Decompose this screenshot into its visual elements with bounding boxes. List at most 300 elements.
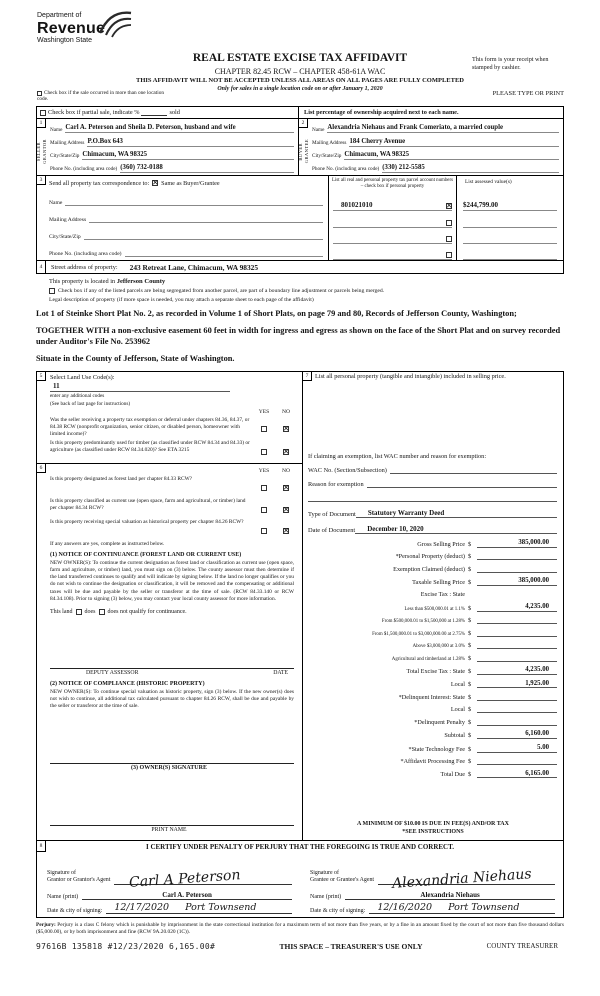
assessed-1-field[interactable]: $244,799.00 bbox=[463, 201, 498, 210]
grantor-sig-label-line1: Signature of bbox=[47, 869, 76, 876]
partial-sale-cell bbox=[37, 107, 299, 118]
buyer-mailing-label: Mailing Address bbox=[312, 139, 347, 146]
form-chapter: CHAPTER 82.45 RCW – CHAPTER 458-61A WAC bbox=[214, 66, 386, 76]
delinquent-interest-row bbox=[303, 693, 557, 701]
buyer-phone-field[interactable]: (330) 212-5585 bbox=[382, 164, 559, 173]
print-name-label: PRINT NAME bbox=[151, 826, 187, 833]
legal-description-label: Legal description of property (if more space is needed, you may attach a separate sheet to each page of the affidavit) bbox=[49, 297, 314, 303]
corr-name-row bbox=[49, 189, 323, 206]
affidavit-form bbox=[36, 106, 564, 951]
doc-date-label: Date of Document bbox=[308, 527, 356, 535]
s6-q1-yes-checkbox[interactable] bbox=[261, 485, 267, 491]
s6-q2-no-checkbox[interactable] bbox=[283, 507, 289, 513]
s6-q3-yes-checkbox[interactable] bbox=[261, 528, 267, 534]
section-4-number: 4 bbox=[37, 261, 46, 273]
rate-4-field[interactable] bbox=[477, 641, 557, 649]
reason-row bbox=[308, 480, 557, 488]
s5-yes-no-header bbox=[50, 409, 297, 415]
section-8-number: 8 bbox=[37, 841, 46, 852]
rate-4-row bbox=[303, 641, 557, 649]
grantor-signature-field[interactable] bbox=[114, 855, 292, 891]
seller-grantor-rail bbox=[37, 130, 46, 173]
rate-1-label: Less than $500,000.01 at 1.1% bbox=[404, 606, 465, 612]
grantee-signature-label bbox=[310, 870, 374, 885]
s5-q1-text: Was the seller receiving a property tax exemption or deferral under chapters 84.36, 84.37, or 84.38 RCW (nonprofit organization, senior citizen, or disabled person, homeowner with limited income)? bbox=[50, 417, 250, 437]
gross-price-label: Gross Selling Price bbox=[417, 540, 465, 548]
dollar-sign: $ bbox=[468, 604, 472, 612]
parcel-2-personal-checkbox[interactable] bbox=[446, 220, 452, 226]
parcel-numbers-cell bbox=[329, 176, 457, 260]
rate-2-row bbox=[303, 616, 557, 624]
located-label: This property is located in bbox=[49, 278, 116, 285]
designation-section bbox=[37, 463, 302, 840]
located-row bbox=[49, 278, 564, 285]
buyer-csz-label: City/State/Zip bbox=[312, 153, 342, 160]
dollar-sign: $ bbox=[468, 771, 472, 779]
grantee-signature-field[interactable] bbox=[378, 855, 555, 892]
grantee-sig-label-line1: Signature of bbox=[310, 869, 339, 876]
affidavit-fee-label: *Affidavit Processing Fee bbox=[400, 758, 465, 766]
rate-5-label: Agricultural and timberland at 1.28% bbox=[391, 656, 465, 662]
seller-csz-row bbox=[50, 147, 294, 160]
delinquent-interest-label: *Delinquent Interest: State bbox=[398, 693, 465, 701]
seller-phone-label: Phone No. (including area code) bbox=[50, 166, 118, 173]
grantee-signature-row bbox=[310, 855, 555, 892]
parcel-row-2 bbox=[333, 211, 452, 227]
grantee-city-handwritten: Port Townsend bbox=[448, 902, 520, 914]
tax-correspondence-section bbox=[36, 175, 564, 261]
receipt-note: This form is your receipt when stamped by cashier. bbox=[472, 56, 549, 72]
rate-1-field[interactable]: 4,235.00 bbox=[477, 603, 557, 612]
corr-mailing-field[interactable] bbox=[89, 215, 323, 223]
delinquent-local-row bbox=[303, 705, 557, 713]
rate-5-field[interactable] bbox=[477, 654, 557, 662]
personal-deduct-label: *Personal Property (deduct) bbox=[395, 553, 465, 561]
dollar-sign: $ bbox=[468, 540, 472, 548]
grantee-rail-label: GRANTEE bbox=[303, 139, 309, 164]
partial-sale-suffix: sold bbox=[169, 109, 180, 116]
see-instructions-note: *SEE INSTRUCTIONS bbox=[402, 828, 464, 835]
wac-row bbox=[308, 466, 557, 474]
owner-signature-line[interactable] bbox=[50, 763, 294, 771]
buyer-mailing-row bbox=[312, 133, 559, 146]
corr-phone-label: Phone No. (including area code) bbox=[49, 250, 122, 257]
buyer-mailing-field[interactable]: 184 Cherry Avenue bbox=[349, 138, 559, 147]
parcel-1-field[interactable]: 801021010 bbox=[341, 201, 373, 210]
s6-question-2 bbox=[50, 498, 297, 517]
s5-question-2 bbox=[50, 440, 297, 459]
deputy-assessor-label: DEPUTY ASSESSOR bbox=[86, 669, 139, 676]
s5-q2-text: Is this property predominantly used for timber (as classified under RCW 84.34 and 84.33) or agriculture (as classified under RCW 84.34.020)? See ETA 3215 bbox=[50, 439, 250, 453]
grantee-date-city-label: Date & city of signing: bbox=[310, 907, 366, 914]
legal-description-3: Situate in the County of Jefferson, State of Washington. bbox=[36, 353, 235, 363]
grantee-handwritten-signature: Alexandria Niehaus bbox=[391, 865, 533, 892]
reason-label: Reason for exemption bbox=[308, 481, 364, 489]
grantor-date-city-field[interactable] bbox=[106, 903, 292, 914]
qualify-prefix: This land bbox=[50, 608, 73, 615]
does-not-checkbox[interactable] bbox=[99, 609, 105, 615]
rate-5-row bbox=[303, 654, 557, 662]
buyer-name-row bbox=[312, 120, 559, 133]
grantee-date-handwritten: 12/16/2020 bbox=[377, 902, 433, 914]
assessed-values-cell bbox=[457, 176, 563, 260]
partial-sale-checkbox[interactable] bbox=[40, 110, 46, 116]
s6-yes-no-header bbox=[50, 468, 297, 474]
land-use-code-field[interactable]: 11 bbox=[50, 383, 230, 392]
reason-field[interactable] bbox=[367, 480, 557, 488]
segregated-checkbox[interactable] bbox=[49, 288, 55, 294]
dollar-sign: $ bbox=[468, 732, 472, 740]
personal-property-blank-area[interactable] bbox=[303, 389, 563, 450]
buyer-csz-field[interactable]: Chimacum, WA 98325 bbox=[344, 151, 559, 160]
s6-yes-header: YES bbox=[258, 467, 270, 474]
send-correspondence-label: Send all property tax correspondence to: bbox=[49, 179, 150, 187]
seller-name-field[interactable]: Carl A. Peterson and Sheila D. Peterson, husband and wife bbox=[65, 124, 294, 133]
grantee-date-city-row bbox=[310, 900, 555, 914]
minimum-due-note: A MINIMUM OF $10.00 IS DUE IN FEE(S) AND/OR TAX bbox=[357, 820, 509, 827]
form-title-block bbox=[130, 52, 470, 93]
total-due-label: Total Due bbox=[440, 771, 465, 779]
grantor-signature-row bbox=[47, 855, 292, 891]
subtotal-row bbox=[303, 730, 557, 739]
grantor-sig-label-line2: Grantor or Grantor's Agent bbox=[47, 876, 111, 883]
seller-mailing-label: Mailing Address bbox=[50, 139, 85, 146]
dollar-sign: $ bbox=[468, 745, 472, 753]
rate-2-field[interactable] bbox=[477, 616, 557, 624]
does-not-label: does not qualify for continuance. bbox=[107, 608, 187, 615]
doc-type-field[interactable]: Statutory Warranty Deed bbox=[356, 509, 557, 518]
exemption-deduct-row bbox=[303, 565, 557, 573]
perjury-label: Perjury: bbox=[36, 921, 56, 928]
print-name-line[interactable] bbox=[50, 825, 294, 833]
grantee-name-print-field[interactable]: Alexandria Niehaus bbox=[345, 891, 555, 900]
section-2-number: 2 bbox=[299, 119, 308, 128]
dollar-sign: $ bbox=[468, 706, 472, 714]
treasurer-space-label: THIS SPACE – TREASURER'S USE ONLY bbox=[279, 941, 423, 951]
personal-property-note: List all personal property (tangible and intangible) included in selling price. bbox=[315, 372, 506, 380]
same-as-buyer-checkbox[interactable] bbox=[152, 180, 158, 186]
taxable-price-field[interactable]: 385,000.00 bbox=[477, 577, 557, 586]
total-due-row bbox=[303, 770, 557, 779]
buyer-fields bbox=[310, 119, 563, 175]
parcel-row-3 bbox=[333, 228, 452, 244]
wac-label: WAC No. (Section/Subsection) bbox=[308, 467, 387, 475]
seller-fields bbox=[48, 119, 298, 175]
s5-no-header: NO bbox=[281, 408, 291, 415]
grantee-signature-column bbox=[300, 853, 563, 917]
signatures-body bbox=[37, 853, 563, 917]
excise-state-label: Excise Tax : State bbox=[420, 591, 465, 599]
section-7-column bbox=[303, 372, 563, 840]
section-3-number: 3 bbox=[37, 176, 46, 185]
buyer-csz-row bbox=[312, 147, 559, 160]
same-as-buyer-label: Same as Buyer/Grantee bbox=[161, 179, 220, 187]
affidavit-fee-field[interactable] bbox=[477, 757, 557, 765]
seller-name-row bbox=[50, 120, 294, 133]
dollar-sign: $ bbox=[468, 681, 472, 689]
notice-continuance-body: NEW OWNER(S): To continue the current designation as forest land or classification as current use (open space, farm and agriculture, or timber) land, you must sign on (3) below. The county assessor must then determine if the land transferred continues to qualify and will indicate by signing below. If the land no longer qualifies or you do not wish to continue the designation or classification, it will be removed and the compensating or additional taxes will be due and payable by the seller or transferor at the time of sale. (RCW 84.33.140 or RCW 84.34.108). Prior to signing (3) below, you may contact your local county assessor for more information. bbox=[50, 560, 294, 602]
certification-header bbox=[37, 841, 563, 853]
seller-mailing-field[interactable]: P.O.Box 643 bbox=[87, 138, 294, 147]
rate-4-label: Above $3,000,000 at 3.0% bbox=[412, 644, 465, 650]
s6-q3-no-checkbox[interactable] bbox=[283, 528, 289, 534]
dollar-sign: $ bbox=[468, 718, 472, 726]
corr-name-field[interactable] bbox=[65, 198, 323, 206]
street-address-label: Street address of property: bbox=[51, 263, 118, 271]
corr-phone-row bbox=[49, 240, 323, 257]
send-correspondence-row bbox=[49, 177, 323, 189]
parcel-4-personal-checkbox[interactable] bbox=[446, 252, 452, 258]
assessed-row-1 bbox=[463, 195, 557, 211]
perjury-statement bbox=[36, 922, 564, 936]
s6-q1-text: Is this property designated as forest land per chapter 84.33 RCW? bbox=[50, 476, 193, 483]
s6-no-header: NO bbox=[281, 467, 291, 474]
left-column bbox=[37, 372, 303, 840]
s6-q2-yes-checkbox[interactable] bbox=[261, 507, 267, 513]
section-1-number: 1 bbox=[37, 119, 46, 128]
doc-type-label: Type of Document bbox=[308, 511, 356, 519]
s6-question-1 bbox=[50, 476, 297, 495]
grantor-signature-label bbox=[47, 870, 110, 885]
dollar-sign: $ bbox=[468, 578, 472, 586]
reason-continued-field[interactable] bbox=[308, 494, 557, 502]
segregated-row bbox=[49, 288, 564, 294]
buyer-phone-label: Phone No. (including area code) bbox=[312, 166, 380, 173]
seller-csz-label: City/State/Zip bbox=[50, 153, 80, 160]
buyer-rail-label: BUYER bbox=[298, 142, 304, 161]
rate-3-row bbox=[303, 629, 557, 637]
form-warning: THIS AFFIDAVIT WILL NOT BE ACCEPTED UNLESS ALL AREAS ON ALL PAGES ARE FULLY COMPLETED bbox=[136, 77, 464, 84]
dollar-sign: $ bbox=[468, 629, 472, 637]
exemption-deduct-field[interactable] bbox=[477, 565, 557, 573]
delinquent-interest-field[interactable] bbox=[477, 693, 557, 701]
owner-signature-label: (3) OWNER(S) SIGNATURE bbox=[131, 765, 207, 772]
logo-state-text: Washington State bbox=[37, 36, 92, 44]
dollar-sign: $ bbox=[468, 617, 472, 625]
grantor-date-city-row bbox=[47, 900, 292, 914]
dollar-sign: $ bbox=[468, 553, 472, 561]
grantor-signature-column bbox=[37, 853, 300, 917]
doc-date-row bbox=[308, 525, 557, 534]
doc-type-row bbox=[308, 509, 557, 518]
exemption-note: If claiming an exemption, list WAC number and reason for exemption: bbox=[308, 453, 487, 461]
multi-location-row bbox=[37, 90, 165, 103]
exemption-deduct-label: Exemption Claimed (deduct) bbox=[393, 565, 465, 573]
cashier-stamp: 97616B 135818 #12/23/2020 6,165.00# bbox=[36, 941, 216, 951]
street-address-section bbox=[36, 260, 564, 274]
s6-question-3 bbox=[50, 519, 297, 538]
legal-description-1: Lot 1 of Steinke Short Plat No. 2, as recorded in Volume 1 of Short Plats, on page 79 and 80, Records of Jefferson County, Washington; bbox=[36, 309, 517, 318]
seller-phone-row bbox=[50, 160, 294, 173]
buyer-section bbox=[299, 119, 563, 175]
grantor-date-handwritten: 12/17/2020 bbox=[114, 902, 170, 914]
seller-rail-label: SELLER bbox=[36, 141, 42, 162]
s5-q2-yes-checkbox[interactable] bbox=[261, 449, 267, 455]
dor-logo bbox=[37, 12, 105, 44]
doc-date-field[interactable]: December 10, 2020 bbox=[355, 525, 557, 534]
does-checkbox[interactable] bbox=[76, 609, 82, 615]
located-county-field[interactable]: Jefferson County bbox=[116, 278, 166, 285]
buyer-phone-row bbox=[312, 160, 559, 173]
grantee-name-print-label: Name (print) bbox=[310, 893, 342, 900]
rate-1-row bbox=[303, 603, 557, 612]
grantor-rail-label: GRANTOR bbox=[41, 139, 47, 164]
wac-field[interactable] bbox=[390, 466, 557, 474]
s5-question-1 bbox=[50, 417, 297, 437]
delinquent-penalty-row bbox=[303, 718, 557, 726]
deputy-assessor-line[interactable] bbox=[50, 668, 294, 676]
corr-name-label: Name bbox=[49, 199, 63, 206]
if-yes-note: If any answers are yes, complete as instructed below. bbox=[50, 541, 165, 548]
s5-q2-no-checkbox[interactable] bbox=[283, 449, 289, 455]
s6-q2-text: Is this property classified as current use (open space, farm and agricultural, or timber) land per chapter 84.34 RCW? bbox=[50, 497, 246, 511]
correspondence-cell bbox=[37, 176, 329, 260]
segregated-note: Check box if any of the listed parcels are being segregated from another parcel, are part of a boundary line adjustment or parcels being merged. bbox=[58, 288, 385, 294]
parties-row bbox=[36, 118, 564, 176]
tech-fee-label: *State Technology Fee bbox=[408, 745, 465, 753]
grantor-handwritten-signature: Carl A Peterson bbox=[128, 866, 241, 891]
corr-csz-field[interactable] bbox=[84, 232, 323, 240]
s6-q1-no-checkbox[interactable] bbox=[283, 485, 289, 491]
notice-continuance-title: (1) NOTICE OF CONTINUANCE (FOREST LAND OR CURRENT USE) bbox=[50, 552, 242, 559]
certify-statement: I CERTIFY UNDER PENALTY OF PERJURY THAT THE FOREGOING IS TRUE AND CORRECT. bbox=[145, 842, 454, 851]
single-location-note: Only for sales in a single location code on or after January 1, 2020 bbox=[217, 85, 383, 92]
dollar-sign: $ bbox=[468, 668, 472, 676]
subtotal-field[interactable]: 6,160.00 bbox=[477, 730, 557, 739]
excise-state-row bbox=[303, 590, 557, 598]
seller-name-label: Name bbox=[50, 126, 63, 133]
partial-sale-label: Check box if partial sale, indicate % bbox=[48, 109, 140, 116]
corr-phone-field[interactable] bbox=[125, 249, 323, 257]
partial-sale-percent-field[interactable] bbox=[141, 109, 167, 116]
parcel-3-personal-checkbox[interactable] bbox=[446, 236, 452, 242]
seller-section bbox=[37, 119, 299, 175]
form-title: REAL ESTATE EXCISE TAX AFFIDAVIT bbox=[192, 52, 408, 64]
total-local-label: Local bbox=[450, 681, 465, 689]
total-state-row bbox=[303, 666, 557, 675]
gross-price-row bbox=[303, 539, 557, 548]
parcel-row-4 bbox=[333, 244, 452, 260]
rate-3-label: From $1,500,000.01 to $3,000,000.00 at 2.75% bbox=[372, 631, 465, 637]
parcel-1-personal-checkbox[interactable] bbox=[446, 203, 452, 209]
seller-mailing-row bbox=[50, 133, 294, 146]
corr-mailing-row bbox=[49, 206, 323, 223]
personal-deduct-row bbox=[303, 552, 557, 560]
grantee-sig-label-line2: Grantee or Grantee's Agent bbox=[310, 876, 375, 883]
notice-compliance-body: NEW OWNER(S): To continue special valuation as historic property, sign (3) below. If the new owner(s) does not wish to continue, all additional tax calculated pursuant to chapter 84.26 RCW, shall be due and payable by the seller or transferor at the time of sale. bbox=[50, 688, 294, 709]
taxable-price-row bbox=[303, 577, 557, 586]
type-or-print-note: PLEASE TYPE OR PRINT bbox=[492, 90, 564, 97]
personal-property-head bbox=[303, 372, 563, 389]
sections-5-6-7 bbox=[36, 371, 564, 841]
grantor-date-city-label: Date & city of signing: bbox=[47, 907, 103, 914]
assessed-header: List assessed value(s) bbox=[465, 179, 512, 185]
buyer-name-label: Name bbox=[312, 126, 325, 133]
logo-dept-text: Department of bbox=[37, 12, 82, 19]
total-local-row bbox=[303, 680, 557, 689]
dollar-sign: $ bbox=[468, 565, 472, 573]
corr-mailing-label: Mailing Address bbox=[49, 216, 87, 223]
grantor-city-handwritten: Port Townsend bbox=[185, 902, 257, 914]
assessed-row-3 bbox=[463, 228, 557, 244]
s5-q1-yes-checkbox[interactable] bbox=[261, 426, 267, 432]
certification-section bbox=[36, 840, 564, 918]
total-state-field[interactable]: 4,235.00 bbox=[477, 666, 557, 675]
land-use-section bbox=[37, 372, 302, 463]
dollar-sign: $ bbox=[468, 642, 472, 650]
land-use-title: Select Land Use Code(s): bbox=[50, 373, 115, 381]
grantor-name-print-field[interactable]: Carl A. Peterson bbox=[82, 891, 292, 900]
assessor-date-label: DATE bbox=[273, 669, 288, 676]
total-local-field[interactable]: 1,925.00 bbox=[477, 680, 557, 689]
delinquent-local-label: Local bbox=[450, 706, 465, 714]
total-due-field[interactable]: 6,165.00 bbox=[477, 770, 557, 779]
tech-fee-row bbox=[303, 744, 557, 753]
buyer-grantee-rail bbox=[299, 130, 308, 173]
see-back-note: (See back of last page for instructions) bbox=[50, 400, 131, 407]
dor-flag-icon bbox=[97, 7, 133, 39]
taxable-price-label: Taxable Selling Price bbox=[412, 578, 465, 586]
tech-fee-field[interactable]: 5.00 bbox=[477, 744, 557, 753]
assessed-row-4 bbox=[463, 244, 557, 260]
grantor-name-print-label: Name (print) bbox=[47, 893, 79, 900]
designation-body bbox=[49, 464, 302, 840]
legal-description-2: TOGETHER WITH a non-exclusive easement 60 feet in width for ingress and egress as shown on the face of the Short Plat and on survey recorded under Auditor's File No. 253962 bbox=[36, 325, 561, 346]
county-treasurer-label: COUNTY TREASURER bbox=[486, 942, 558, 951]
assessed-row-2 bbox=[463, 211, 557, 227]
total-state-label: Total Excise Tax : State bbox=[406, 668, 465, 676]
s6-q3-text: Is this property receiving special valuation as historical property per chapter 84.26 RCW? bbox=[50, 519, 244, 526]
logo-revenue-text: Revenue bbox=[37, 19, 106, 37]
section-5-number: 5 bbox=[37, 372, 46, 381]
land-use-body bbox=[49, 372, 302, 463]
section-7-number: 7 bbox=[303, 372, 312, 381]
grantee-date-city-field[interactable] bbox=[369, 903, 555, 914]
s5-yes-header: YES bbox=[258, 408, 270, 415]
section-6-number: 6 bbox=[37, 464, 46, 473]
rate-2-label: From $500,000.01 to $1,500,000 at 1.28% bbox=[381, 619, 465, 625]
reason-continued-row bbox=[308, 494, 557, 502]
does-label: does bbox=[84, 608, 96, 615]
affidavit-fee-row bbox=[303, 757, 557, 765]
parcel-header: List all real and personal property tax parcel account numbers – check box if personal property bbox=[332, 178, 453, 189]
corr-csz-label: City/State/Zip bbox=[49, 233, 81, 240]
corr-csz-row bbox=[49, 223, 323, 240]
buyer-name-field[interactable]: Alexandria Niehaus and Frank Comeriato, a married couple bbox=[327, 124, 559, 133]
street-address-field[interactable]: 243 Retreat Lane, Chimacum, WA 98325 bbox=[129, 262, 259, 272]
dollar-sign: $ bbox=[468, 758, 472, 766]
parcel-row-1 bbox=[333, 195, 452, 211]
treasurer-footer bbox=[36, 942, 564, 951]
multi-location-checkbox[interactable] bbox=[37, 91, 42, 96]
dollar-sign: $ bbox=[468, 654, 472, 662]
subtotal-label: Subtotal bbox=[444, 732, 465, 740]
multi-location-note: Check box if the sale occurred in more than one location code. bbox=[37, 90, 165, 103]
personal-deduct-field[interactable] bbox=[477, 552, 557, 560]
seller-csz-field[interactable]: Chimacum, WA 98325 bbox=[82, 151, 294, 160]
perjury-text: Perjury is a class C felony which is punishable by imprisonment in the state correctional institution for a maximum term of not more than five years, or by a fine in an amount fixed by the court of not more than five thousand dollars ($5,000.00), or by both imprisonment and fine (RCW 9A.20.020 (1C)). bbox=[36, 921, 564, 935]
dollar-sign: $ bbox=[468, 693, 472, 701]
s5-q1-no-checkbox[interactable] bbox=[283, 426, 289, 432]
delinquent-penalty-label: *Delinquent Penalty bbox=[414, 718, 465, 726]
seller-phone-field[interactable]: (360) 732-0188 bbox=[120, 164, 294, 173]
rate-3-field[interactable] bbox=[477, 629, 557, 637]
gross-price-field[interactable]: 385,000.00 bbox=[477, 539, 557, 548]
notice-compliance-title: (2) NOTICE OF COMPLIANCE (HISTORIC PROPERTY) bbox=[50, 680, 205, 687]
ownership-note: List percentage of ownership acquired next to each name. bbox=[304, 109, 459, 116]
delinquent-local-field[interactable] bbox=[477, 705, 557, 713]
delinquent-penalty-field[interactable] bbox=[477, 718, 557, 726]
